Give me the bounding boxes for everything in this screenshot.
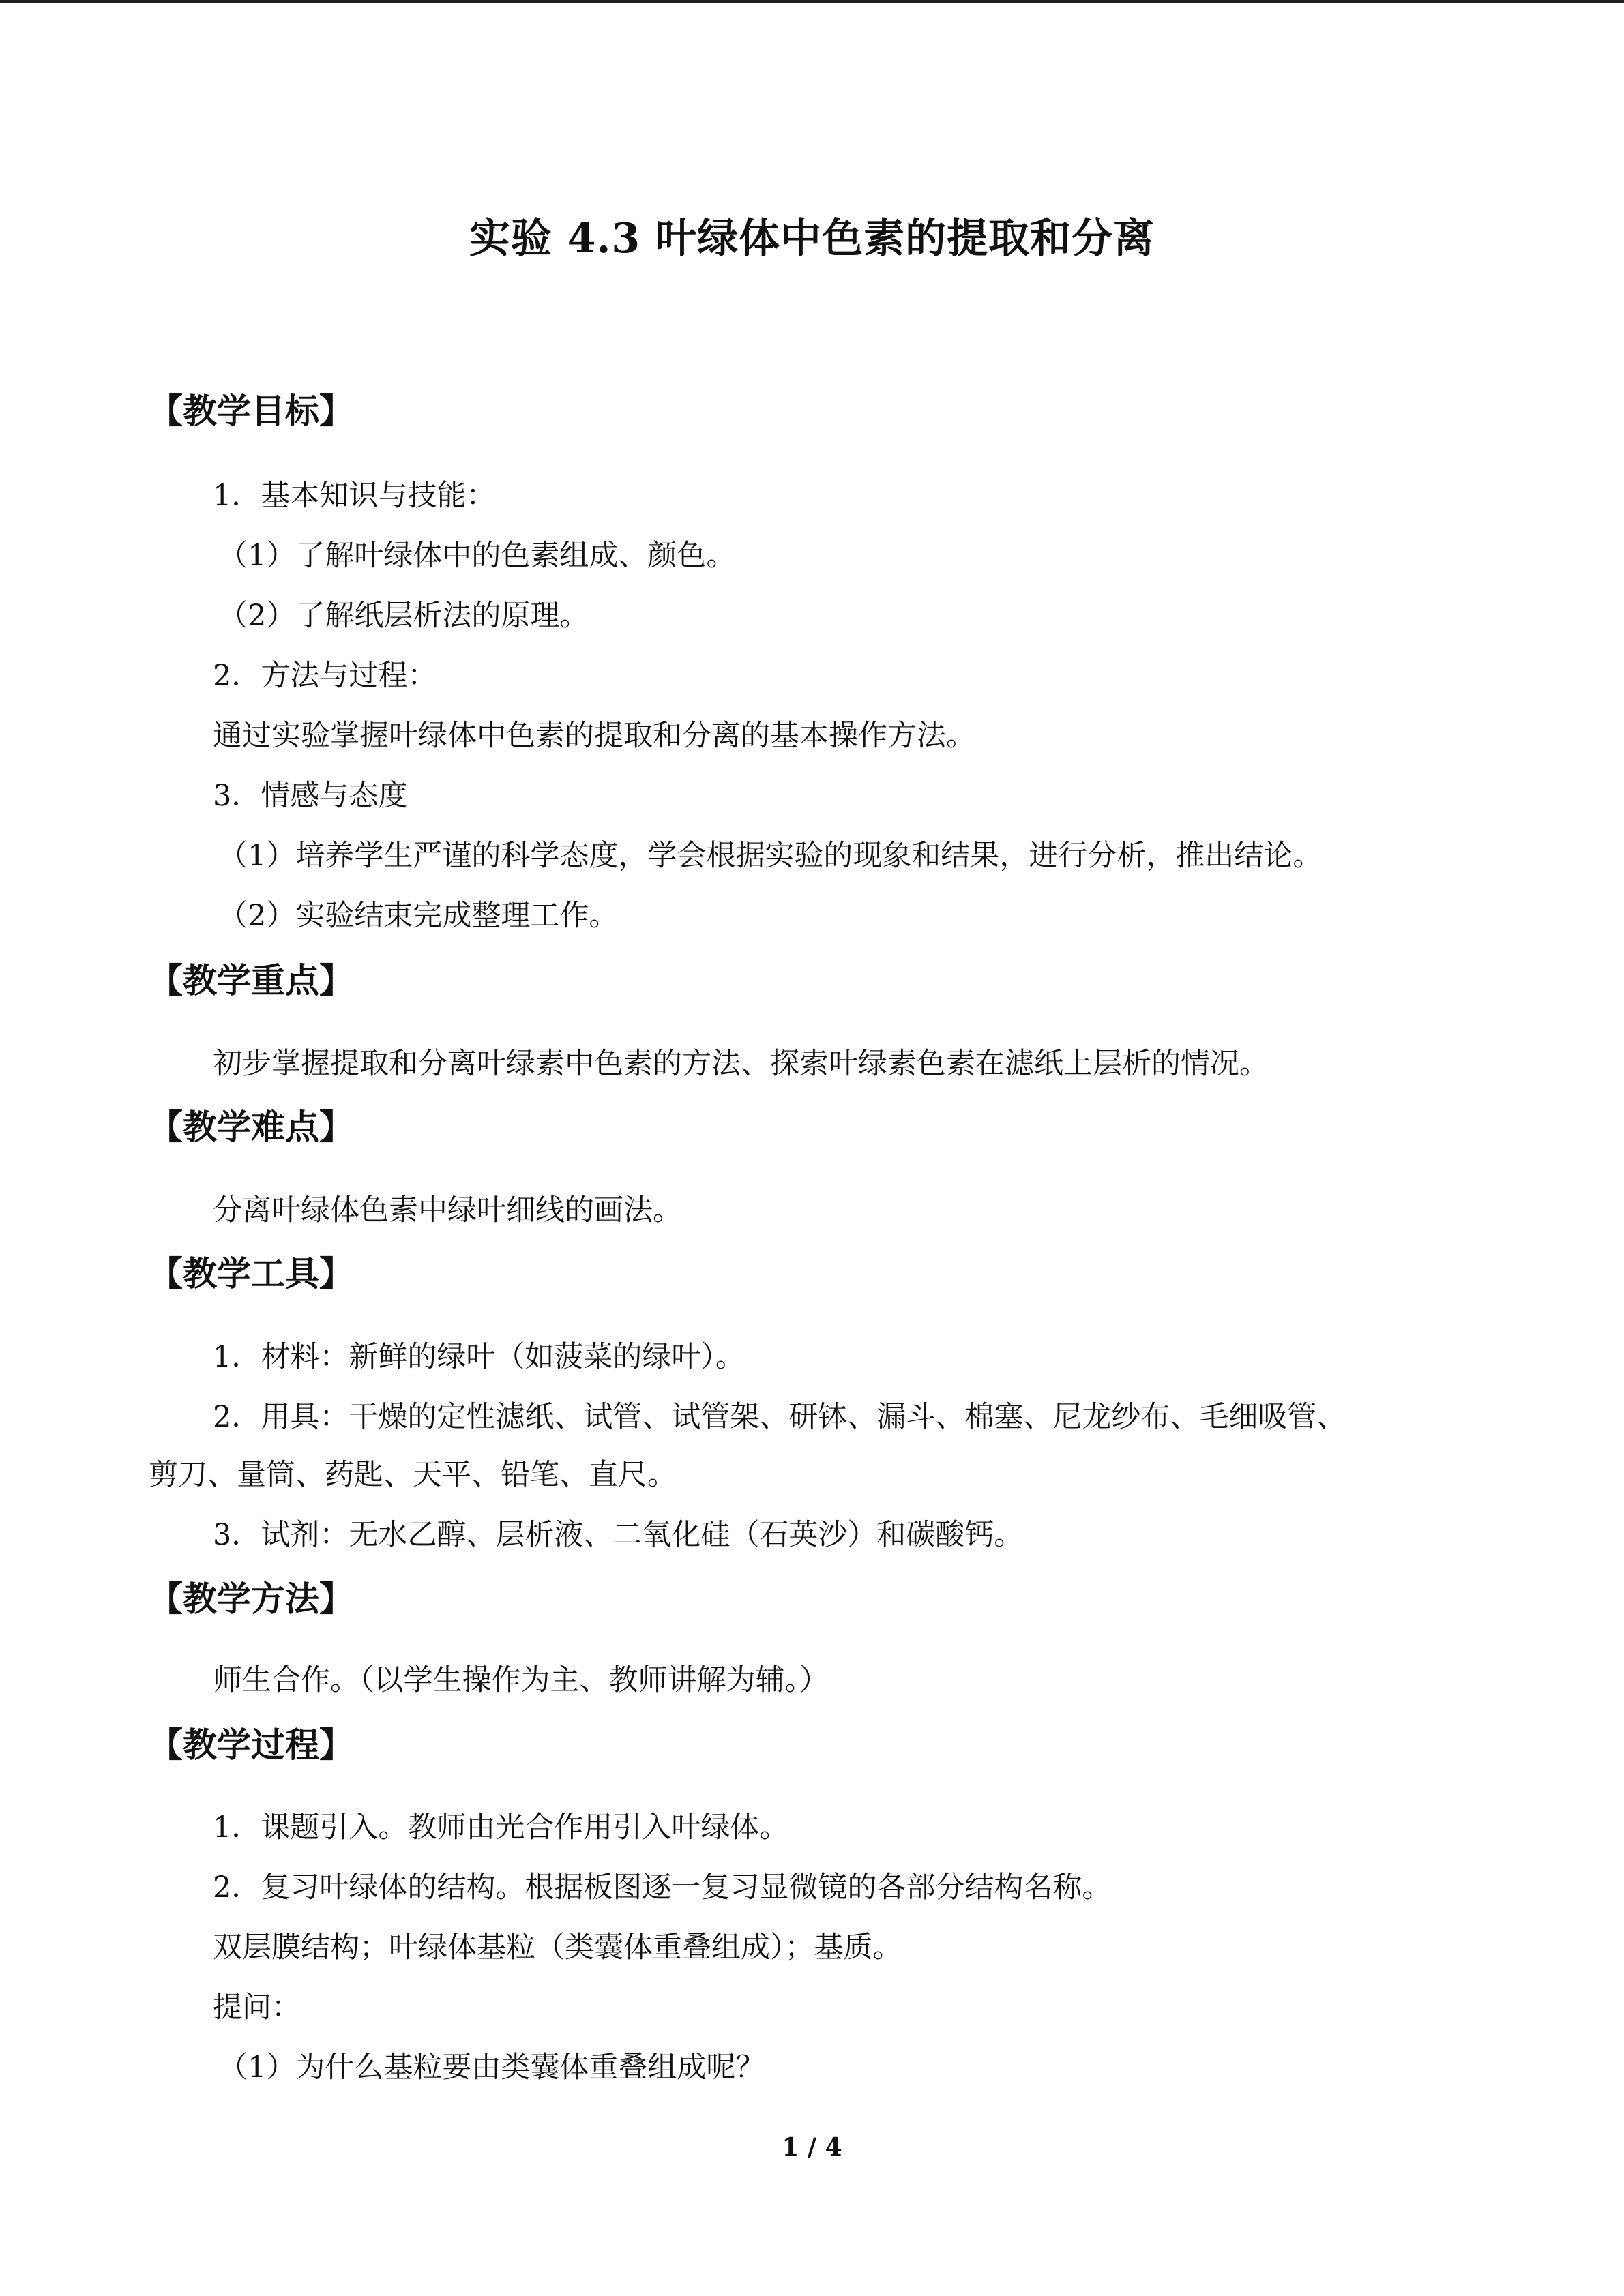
page-indicator: 1 / 4 bbox=[782, 2133, 842, 2162]
process-line-1: 1．课题引入。教师由光合作用引入叶绿体。 bbox=[213, 1810, 789, 1845]
heading-objectives: 【教学目标】 bbox=[149, 391, 353, 431]
document-title: 实验 4.3 叶绿体中色素的提取和分离 bbox=[469, 215, 1155, 263]
heading-difficulties: 【教学难点】 bbox=[149, 1107, 353, 1147]
objectives-line-3: （2）了解纸层析法的原理。 bbox=[218, 599, 589, 633]
process-line-3: 双层膜结构；叶绿体基粒（类囊体重叠组成）；基质。 bbox=[213, 1930, 902, 1965]
objectives-line-4: 2．方法与过程： bbox=[213, 659, 437, 693]
process-line-2: 2．复习叶绿体的结构。根据板图逐一复习显微镜的各部分结构名称。 bbox=[213, 1870, 1112, 1905]
objectives-line-5: 通过实验掌握叶绿体中色素的提取和分离的基本操作方法。 bbox=[213, 719, 975, 753]
heading-process: 【教学过程】 bbox=[149, 1725, 353, 1765]
tools-line-2: 2．用具：干燥的定性滤纸、试管、试管架、研钵、漏斗、棉塞、尼龙纱布、毛细吸管、 bbox=[213, 1400, 1346, 1434]
objectives-line-8: （2）实验结束完成整理工作。 bbox=[218, 899, 619, 933]
tools-line-1: 1．材料：新鲜的绿叶（如菠菜的绿叶）。 bbox=[213, 1340, 745, 1374]
difficulties-line-1: 分离叶绿体色素中绿叶细线的画法。 bbox=[213, 1193, 682, 1227]
key-points-line-1: 初步掌握提取和分离叶绿素中色素的方法、探索叶绿素色素在滤纸上层析的情况。 bbox=[213, 1047, 1269, 1081]
process-line-5: （1）为什么基粒要由类囊体重叠组成呢？ bbox=[218, 2051, 765, 2085]
heading-methods: 【教学方法】 bbox=[149, 1579, 353, 1619]
methods-line-1: 师生合作。（以学生操作为主、教师讲解为辅。） bbox=[213, 1663, 829, 1697]
objectives-line-2: （1）了解叶绿体中的色素组成、颜色。 bbox=[218, 539, 736, 573]
process-line-4: 提问： bbox=[213, 1991, 301, 2025]
top-border-rule bbox=[0, 0, 1624, 3]
tools-line-4: 3．试剂：无水乙醇、层析液、二氧化硅（石英沙）和碳酸钙。 bbox=[213, 1518, 1024, 1552]
tools-line-3: 剪刀、量筒、药匙、天平、铅笔、直尺。 bbox=[149, 1458, 677, 1492]
objectives-line-6: 3．情感与态度 bbox=[213, 779, 408, 813]
objectives-line-1: 1．基本知识与技能： bbox=[213, 479, 496, 513]
heading-tools: 【教学工具】 bbox=[149, 1253, 353, 1294]
objectives-line-7: （1）培养学生严谨的科学态度，学会根据实验的现象和结果，进行分析，推出结论。 bbox=[218, 839, 1323, 873]
heading-key-points: 【教学重点】 bbox=[149, 960, 353, 1000]
